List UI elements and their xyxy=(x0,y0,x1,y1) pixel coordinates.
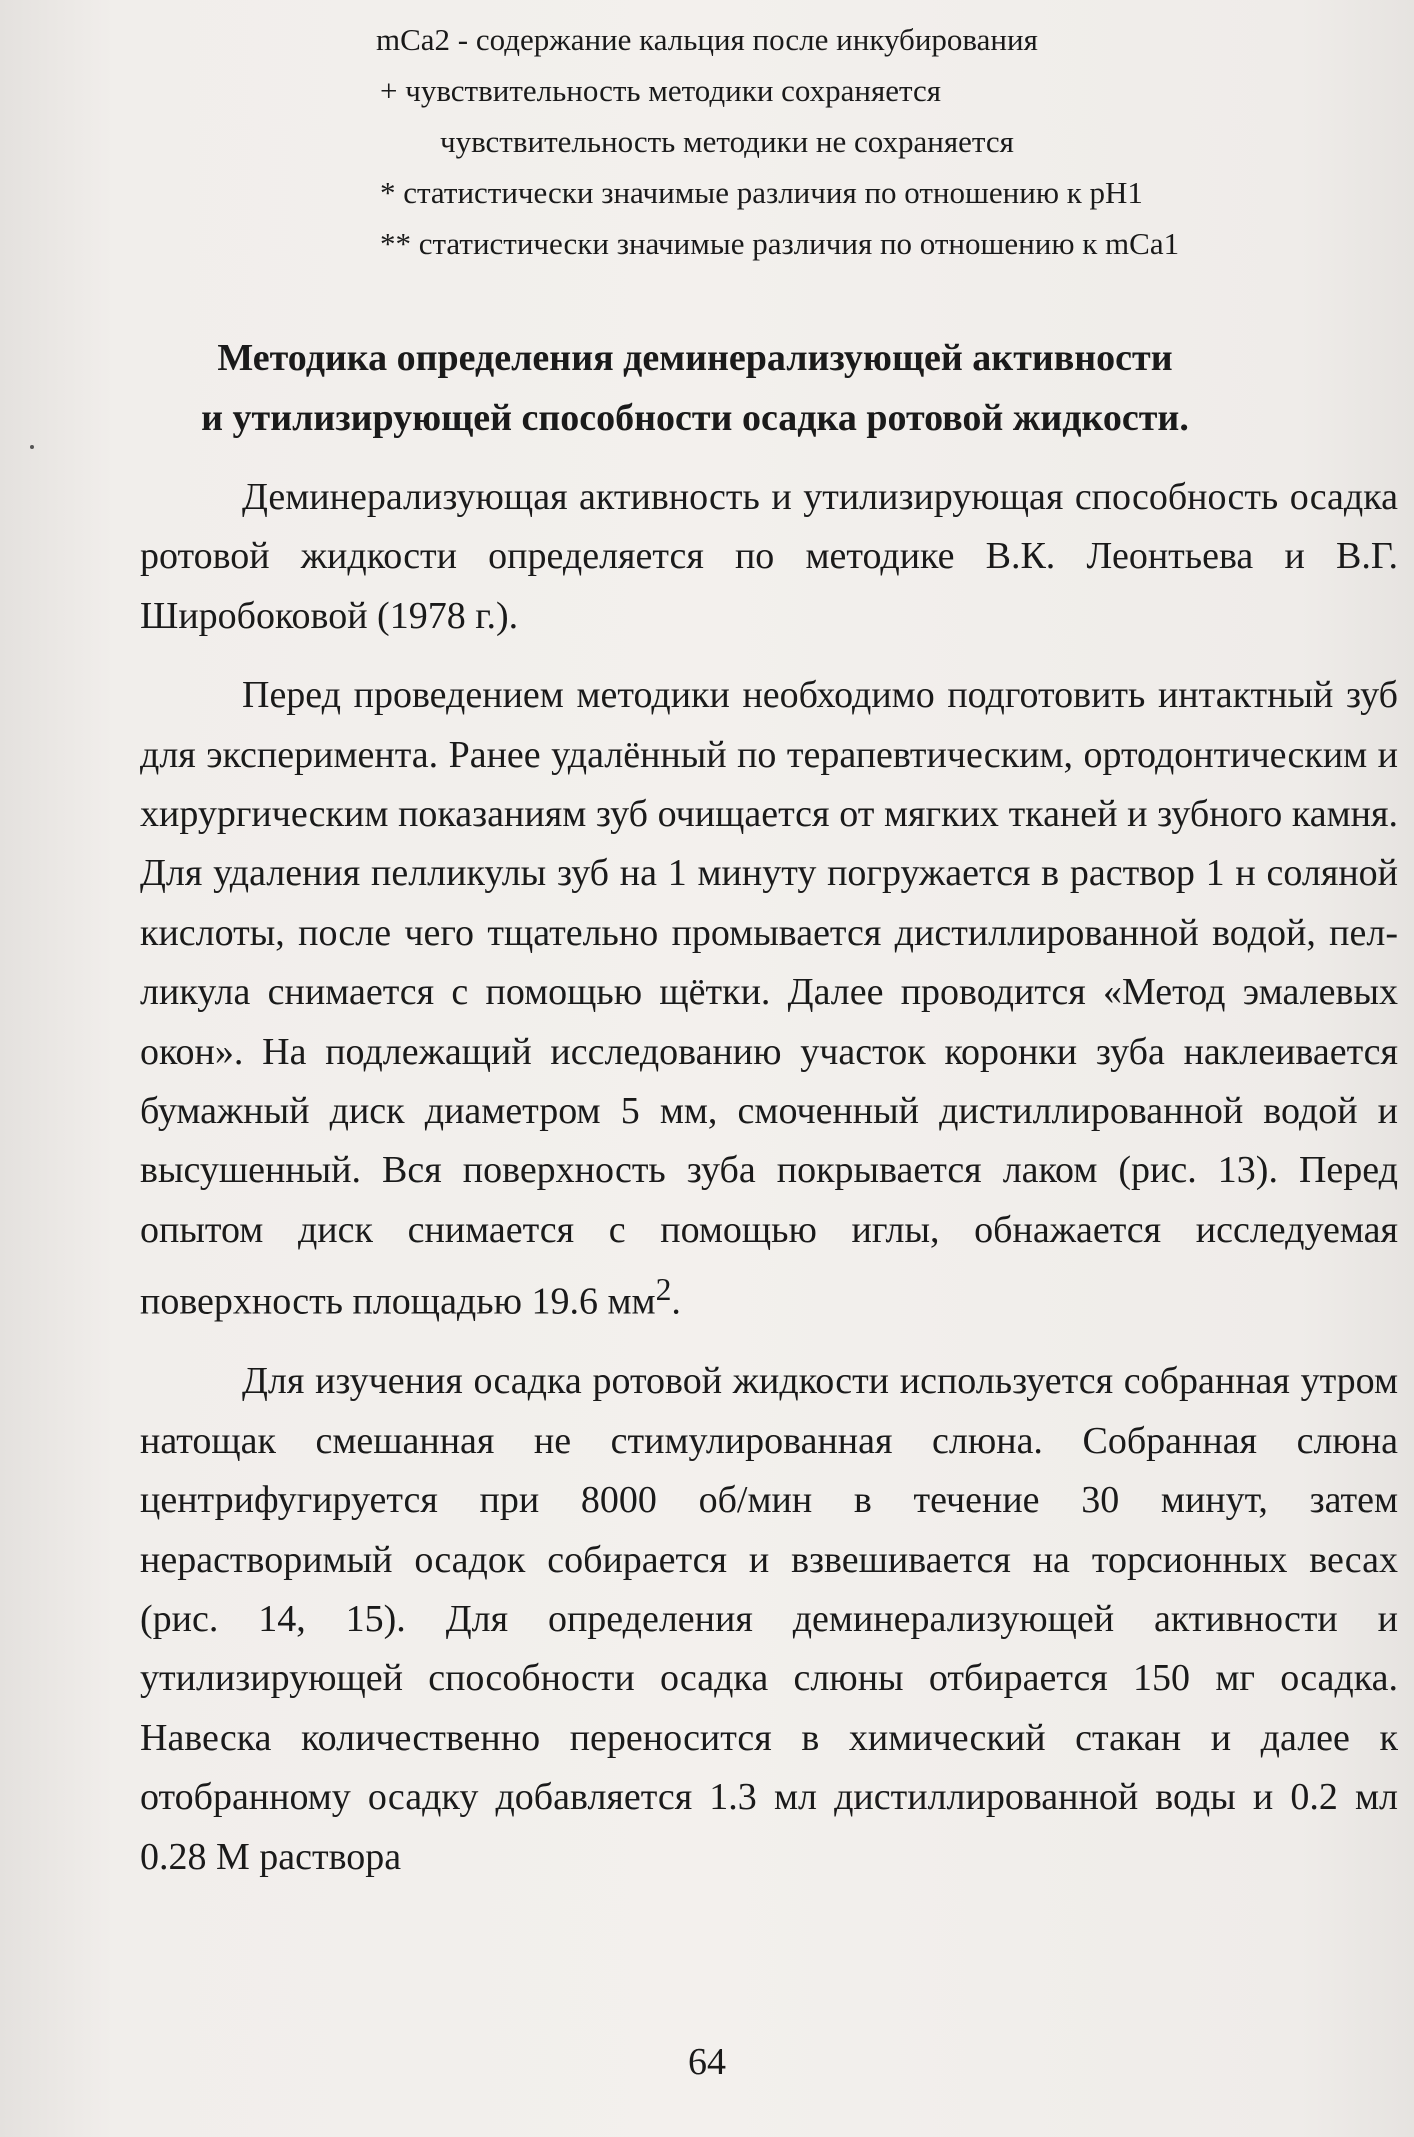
paragraph-2 xyxy=(140,666,1398,1332)
legend-line-star: * статистически значимые различия по отношению к pH1 xyxy=(380,175,1143,210)
heading-line-1: Методика определения деминерализующей активности xyxy=(217,337,1173,379)
page-number: 64 xyxy=(688,2041,726,2083)
legend-line-double-star: ** статистически значимые различия по отношению к mCa1 xyxy=(380,226,1180,261)
legend-line-minus: чувствительность методики не сохраняется xyxy=(440,124,1014,159)
paragraph-2-text: Перед проведением методики необходимо подготовить интактный зуб для эксперимента. Ранее удалённый по терапевтическим, ортодонтическим и хирургическим показаниям зуб очищается от мягких тканей и зубного камня. Для удаления пелликулы зуб на 1 минуту погружается в раствор 1 н соляной кислоты, после чего тщательно промывается дистиллированной водой, пелликула снимается с помощью щётки. Далее проводится «Метод эмалевых окон». На подлежащий исследованию участок коронки зуба наклеивается бумажный диск диаметром 5 мм, смоченный дистиллированной водой и высушенный. Вся поверхность зуба покрывается лаком (рис. 13). Перед опытом диск снимается с помощью иглы, обнажается исследуемая поверхность площадью 19.6 мм xyxy=(140,674,1398,1323)
section-heading xyxy=(140,328,1250,448)
body-text xyxy=(140,468,1398,1887)
paragraph-2-end: . xyxy=(671,1280,681,1323)
legend-line-mca2: mCa2 - содержание кальция после инкубирования xyxy=(376,22,1038,57)
paragraph-1: Деминерализующая активность и утилизирующая способность осадка ротовой жидкости определяется по методике В.К. Леонтьева и В.Г. Широбоковой (1978 г.). xyxy=(140,476,1398,637)
margin-specks xyxy=(30,445,38,453)
legend-line-plus: + чувствительность методики сохраняется xyxy=(380,73,941,108)
heading-line-2: и утилизирующей способности осадка ротовой жидкости. xyxy=(201,397,1189,439)
table-legend xyxy=(376,14,1356,269)
superscript-squared: 2 xyxy=(655,1272,672,1308)
paragraph-3: Для изучения осадка ротовой жидкости используется собранная утром натощак смешанная не стимулированная слюна. Собранная слюна центрифугируется при 8000 об/мин в течение 30 минут, затем нерастворимый осадок собирается и взвешивается на торсионных весах (рис. 14, 15). Для определения деминерализующей активности и утилизирующей способности осадка слюны отбирается 150 мг осадка. Навеска количественно переносится в химический стакан и далее к отобранному осадку добавляется 1.3 мл дистиллированной воды и 0.2 мл 0.28 М раствора xyxy=(140,1360,1398,1878)
